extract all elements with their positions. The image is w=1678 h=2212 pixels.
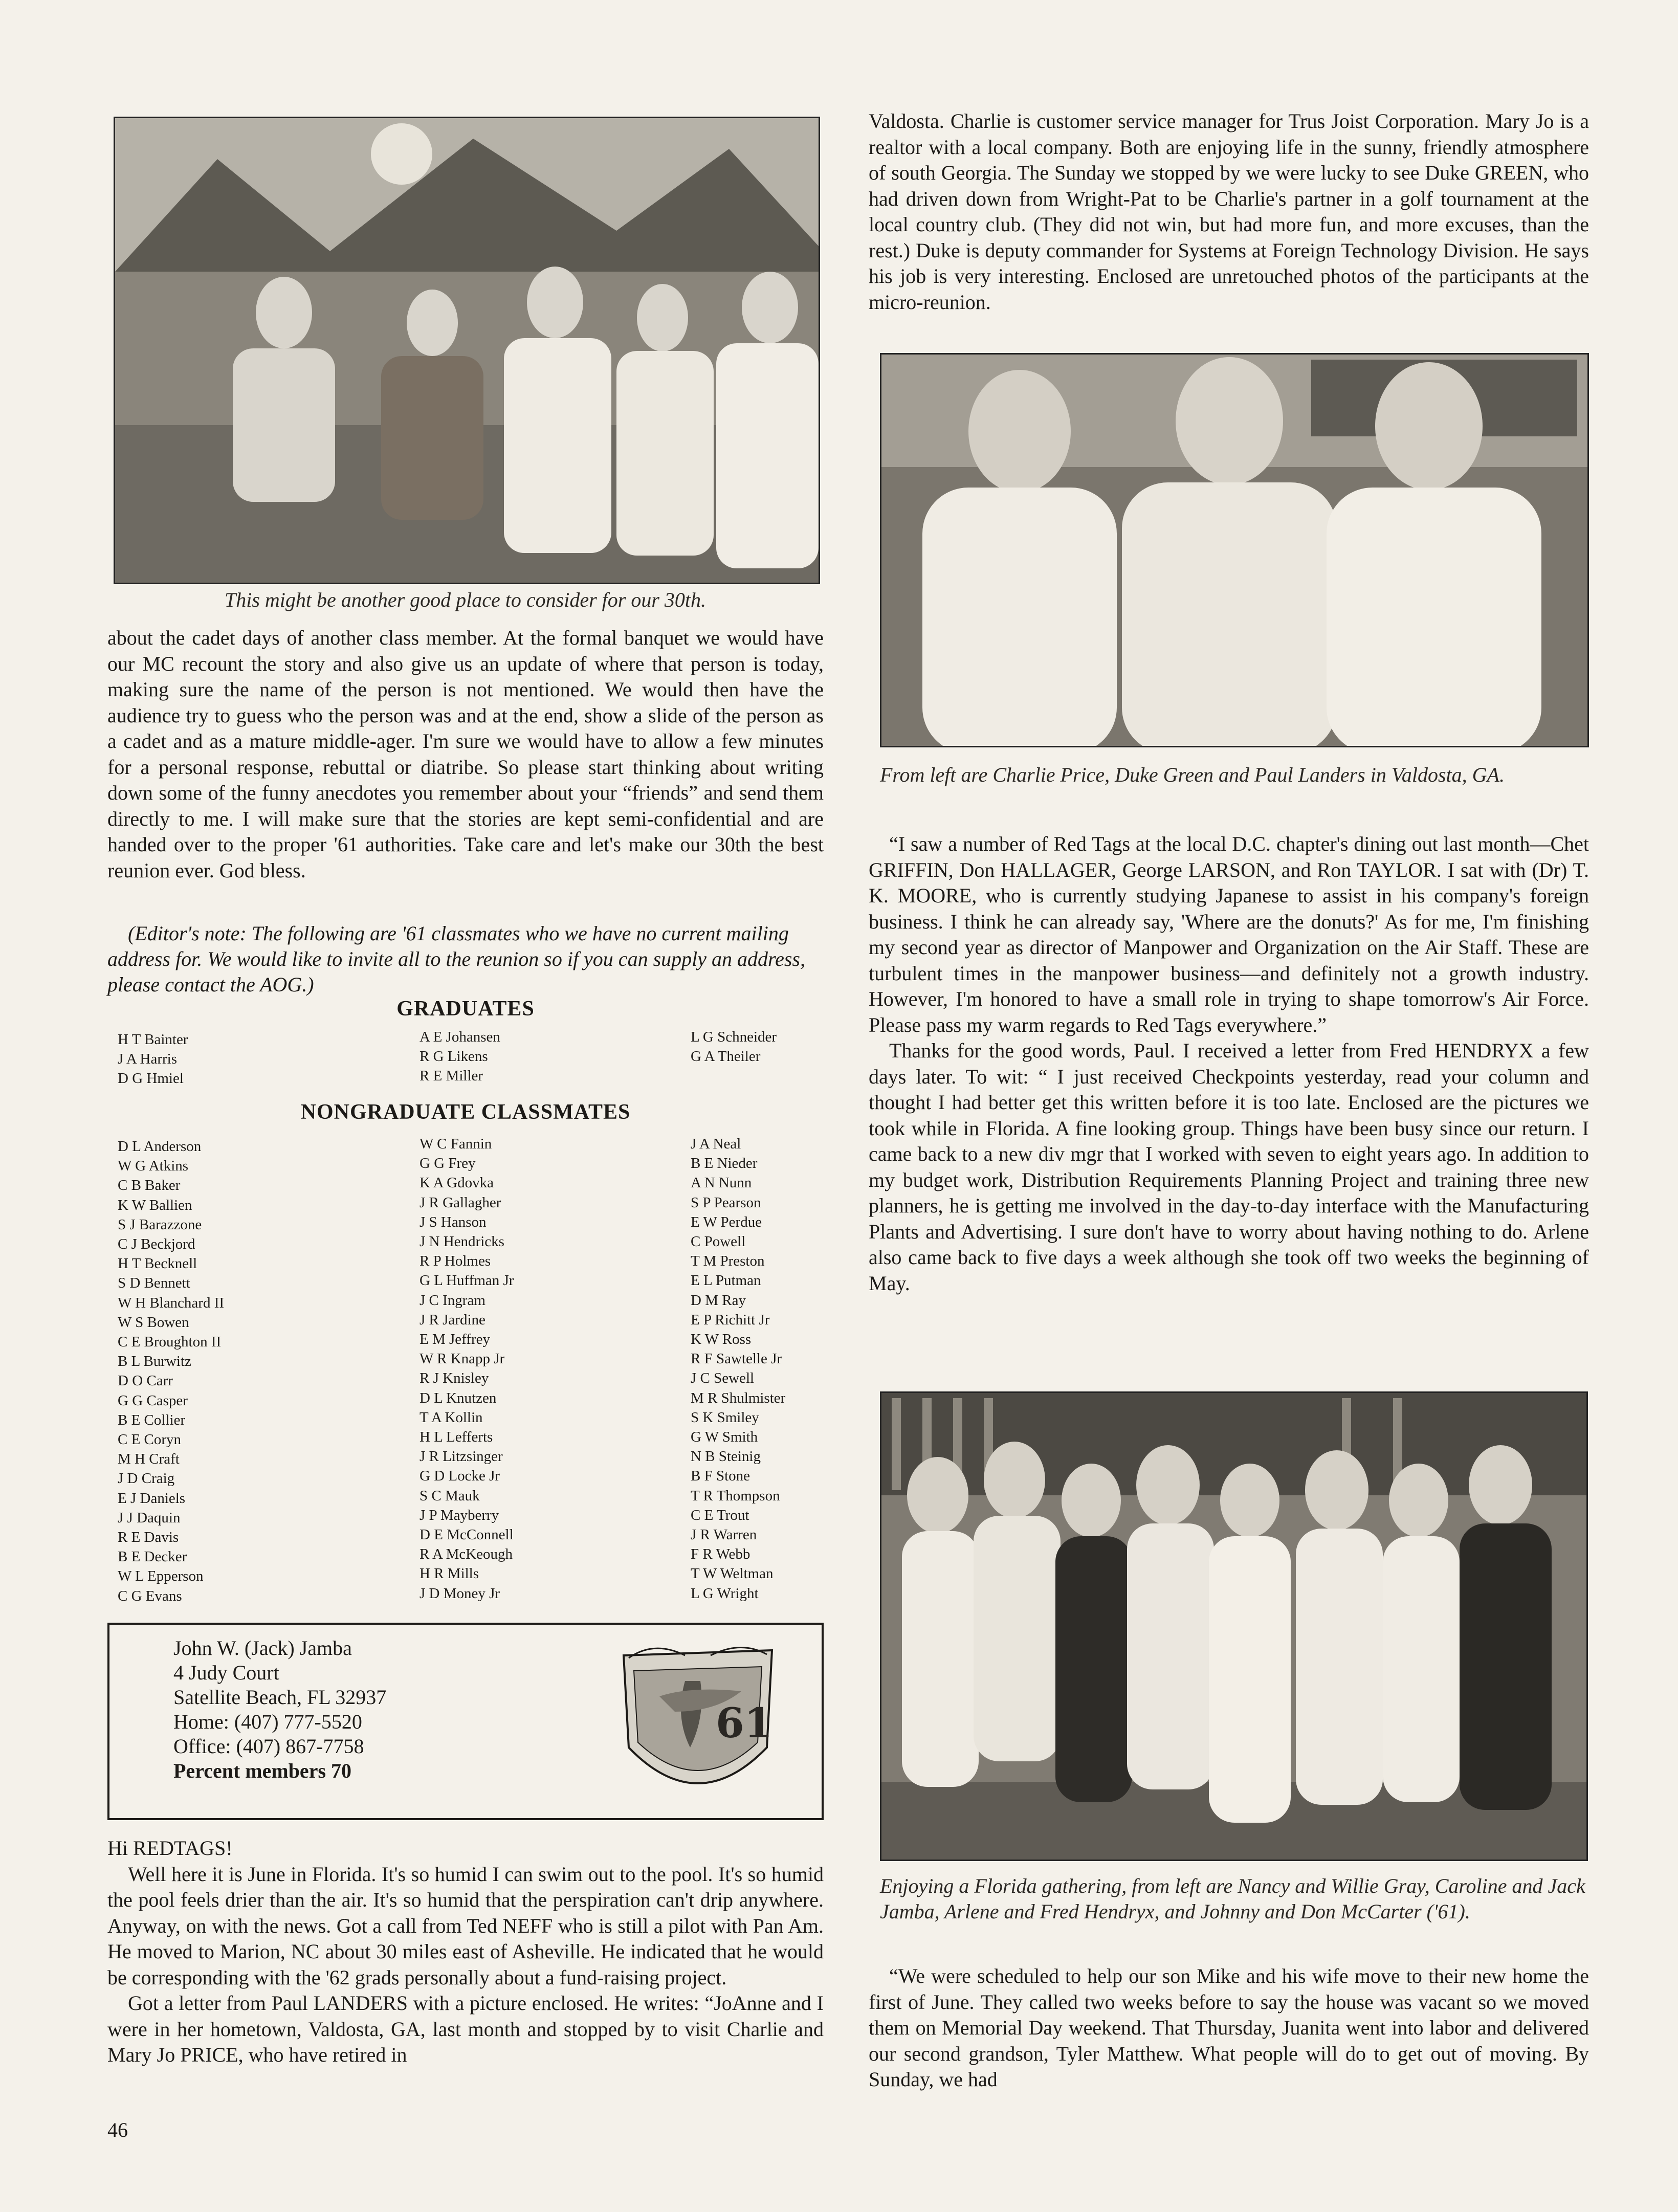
list-item: S P Pearson <box>691 1194 761 1211</box>
list-item: M H Craft <box>118 1451 180 1468</box>
list-item: K A Gdovka <box>420 1175 494 1191</box>
list-item: J R Jardine <box>420 1311 485 1328</box>
list-item: D M Ray <box>691 1292 746 1309</box>
list-item: T R Thompson <box>691 1487 780 1504</box>
list-item: R E Davis <box>118 1529 179 1546</box>
paragraph: Well here it is June in Florida. It's so humid I can swim out to the pool. It's so humid the pool feels drier than the air. It's so humid that the perspiration can't drip anywhere. Anyway, on with the news. Got a call from Ted NEFF who is still a pilot with Pan Am. He moved to Marion, NC about 30 miles east of Asheville. He indicated that he would be corresponding with the '62 grads personally about a fund-raising project. <box>107 1862 824 1989</box>
list-item: L G Wright <box>691 1585 759 1602</box>
right-column-top-text <box>869 108 1589 315</box>
list-item: T A Kollin <box>420 1409 483 1426</box>
graduates-column-1 <box>118 1030 188 1089</box>
graduates-column-2 <box>420 1027 500 1086</box>
nongraduates-column-1 <box>118 1137 224 1606</box>
list-item: N B Steinig <box>691 1448 761 1465</box>
left-column-text <box>107 625 824 883</box>
page-number: 46 <box>107 2118 128 2141</box>
list-item: J C Sewell <box>691 1370 755 1387</box>
contact-home-phone: Home: (407) 777-5520 <box>173 1710 362 1733</box>
svg-text:61: 61 <box>716 1699 773 1747</box>
list-item: J S Hanson <box>420 1213 487 1230</box>
nongraduates-heading: NONGRADUATE CLASSMATES <box>300 1100 631 1124</box>
list-item: H R Mills <box>420 1565 479 1582</box>
contact-name: John W. (Jack) Jamba <box>173 1636 352 1660</box>
greeting: Hi REDTAGS! <box>107 1837 233 1860</box>
nongraduates-column-3 <box>691 1134 785 1603</box>
list-item: D E McConnell <box>420 1527 514 1543</box>
paragraph: Got a letter from Paul LANDERS with a picture enclosed. He writes: “JoAnne and I were in her hometown, Valdosta, GA, last month and stopped by to visit Charlie and Mary Jo PRICE, who have retired in <box>107 1992 824 2066</box>
list-item: W G Atkins <box>118 1158 189 1175</box>
list-item: R A McKeough <box>420 1546 513 1563</box>
list-item: K W Ballien <box>118 1197 192 1213</box>
list-item: F R Webb <box>691 1546 750 1563</box>
list-item: A E Johansen <box>420 1029 500 1045</box>
list-item: C Powell <box>691 1233 746 1250</box>
list-item: B E Nieder <box>691 1155 758 1172</box>
list-item: R G Likens <box>420 1048 488 1065</box>
list-item: W H Blanchard II <box>118 1294 225 1311</box>
photo-group-of-five <box>114 117 820 584</box>
list-item: C E Coryn <box>118 1431 182 1448</box>
paragraph: about the cadet days of another class member. At the formal banquet we would have our MC recount the story and also give us an update of where that person is today, making sure the name of the person is not mentioned. We would then have the audience try to guess who the person was and at the end, show a slide of the person as a cadet and as a mature middle-ager. I'm sure we would have to allow a few minutes for a personal response, rebuttal or diatribe. So please start thinking about writing down some of the funny anecdotes you remember about your “friends” and send them directly to me. I will make sure that the stories are kept semi-confidential and are handed over to the proper '61 authorities. Take care and let's make our 30th the best reunion ever. God bless. <box>107 626 824 882</box>
list-item: R P Holmes <box>420 1253 491 1270</box>
contact-street: 4 Judy Court <box>173 1661 279 1684</box>
paragraph: “I saw a number of Red Tags at the local D.C. chapter's dining out last month—Chet GRIFFIN, Don HALLAGER, George LARSON, and Ron TAYLOR. I sat with (Dr) T. K. MOORE, who is currently studying Japanese to assist in his company's foreign business. I think he can already say, 'Where are the donuts?' As for me, I'm finishing my second year as director of Manpower and Organization on the Air Staff. These are turbulent times in the manpower business—and definitely not a growth industry. However, I'm honored to have a small role in trying to shape tomorrow's Air Force. Please pass my warm regards to Red Tags everywhere.” <box>869 832 1589 1036</box>
graduates-column-3 <box>691 1027 777 1066</box>
list-item: H L Lefferts <box>420 1429 493 1446</box>
list-item: B E Collier <box>118 1411 186 1428</box>
list-item: M R Shulmister <box>691 1389 786 1406</box>
contact-percent-members: Percent members 70 <box>173 1759 352 1782</box>
list-item: D O Carr <box>118 1373 173 1389</box>
list-item: W L Epperson <box>118 1568 204 1585</box>
list-item: G D Locke Jr <box>420 1468 500 1485</box>
list-item: J R Gallagher <box>420 1194 501 1211</box>
list-item: K W Ross <box>691 1331 752 1348</box>
contact-city: Satellite Beach, FL 32937 <box>173 1686 387 1709</box>
list-item: J D Craig <box>118 1470 175 1487</box>
list-item: A N Nunn <box>691 1175 752 1191</box>
list-item: T W Weltman <box>691 1565 774 1582</box>
list-item: C E Trout <box>691 1507 749 1523</box>
class-crest-icon <box>613 1635 782 1814</box>
list-item: B L Burwitz <box>118 1353 191 1370</box>
list-item: S D Bennett <box>118 1275 190 1292</box>
list-item: R F Sawtelle Jr <box>691 1351 782 1367</box>
list-item: C J Beckjord <box>118 1236 195 1253</box>
graduates-heading: GRADUATES <box>396 997 535 1021</box>
list-item: J N Hendricks <box>420 1233 504 1250</box>
list-item: E P Richitt Jr <box>691 1311 770 1328</box>
list-item: H T Becknell <box>118 1255 197 1272</box>
nongraduates-column-2 <box>420 1134 514 1603</box>
list-item: D G Hmiel <box>118 1070 184 1087</box>
photo-caption: This might be another good place to consider for our 30th. <box>224 588 706 611</box>
list-item: E L Putman <box>691 1272 761 1289</box>
right-column-bottom-text <box>869 1963 1589 2093</box>
photo-three-men-valdosta <box>880 353 1589 747</box>
list-item: J P Mayberry <box>420 1507 499 1523</box>
list-item: W R Knapp Jr <box>420 1351 505 1367</box>
contact-office-phone: Office: (407) 867-7758 <box>173 1735 364 1758</box>
list-item: J C Ingram <box>420 1292 485 1309</box>
list-item: R J Knisley <box>420 1370 489 1387</box>
list-item: C B Baker <box>118 1177 181 1194</box>
letter-text <box>107 1835 824 2068</box>
list-item: H T Bainter <box>118 1031 188 1048</box>
paragraph: Thanks for the good words, Paul. I received a letter from Fred HENDRYX a few days later. To wit: “ I just received Checkpoints yesterday, read your column and thought I had better get this written before it is too late. Enclosed are the pictures we took while in Florida. A fine looking group. Things have been busy since our return. I came back to a new div mgr that I worked with seven to eight years ago. In addition to my budget work, Distribution Requirements Planning Project and training three new planners, he is getting me involved in the day-to-day interface with the Manufacturing Plants and Advertising. I sure don't have to worry about having nothing to do. Arlene also came back to five days a week although she took off two weeks the beginning of May. <box>869 1039 1589 1295</box>
list-item: T M Preston <box>691 1253 765 1270</box>
list-item: W C Fannin <box>420 1136 492 1152</box>
editor-note: (Editor's note: The following are '61 classmates who we have no current mailing address for. We would like to invite all to the reunion so if you can supply an address, please contact the AOG.) <box>107 922 805 996</box>
list-item: W S Bowen <box>118 1314 189 1331</box>
list-item: G A Theiler <box>691 1048 761 1065</box>
list-item: D L Anderson <box>118 1138 202 1155</box>
list-item: R E Miller <box>420 1068 483 1085</box>
list-item: L G Schneider <box>691 1029 777 1045</box>
list-item: J R Litzsinger <box>420 1448 503 1465</box>
contact-lines <box>173 1636 386 1783</box>
list-item: E J Daniels <box>118 1490 186 1507</box>
photo-caption: From left are Charlie Price, Duke Green and Paul Landers in Valdosta, GA. <box>880 763 1505 786</box>
list-item: B E Decker <box>118 1549 187 1565</box>
photo-florida-gathering <box>880 1391 1588 1861</box>
right-column-middle-text <box>869 831 1589 1296</box>
paragraph: “We were scheduled to help our son Mike and his wife move to their new home the first of June. They called two weeks before to say the house was vacant so we moved them on Memorial Day weekend. That Thursday, Juanita went into labor and delivered our second grandson, Tyler Matthew. What people will do to get out of moving. By Sunday, we had <box>869 1964 1589 2091</box>
list-item: D L Knutzen <box>420 1389 497 1406</box>
list-item: J J Daquin <box>118 1509 181 1526</box>
list-item: E W Perdue <box>691 1213 762 1230</box>
list-item: S K Smiley <box>691 1409 759 1426</box>
list-item: G L Huffman Jr <box>420 1272 514 1289</box>
list-item: C E Broughton II <box>118 1334 222 1351</box>
contact-box <box>107 1623 824 1820</box>
list-item: S J Barazzone <box>118 1216 202 1233</box>
list-item: G G Casper <box>118 1392 188 1409</box>
list-item: B F Stone <box>691 1468 750 1485</box>
list-item: J D Money Jr <box>420 1585 500 1602</box>
list-item: E M Jeffrey <box>420 1331 490 1348</box>
list-item: G G Frey <box>420 1155 476 1172</box>
list-item: S C Mauk <box>420 1487 480 1504</box>
photo-caption: Enjoying a Florida gathering, from left are Nancy and Willie Gray, Caroline and Jack Jamba, Arlene and Fred Hendryx, and Johnny and Don McCarter ('61). <box>880 1874 1585 1923</box>
list-item: C G Evans <box>118 1587 182 1604</box>
list-item: J R Warren <box>691 1527 757 1543</box>
paragraph: Valdosta. Charlie is customer service manager for Trus Joist Corporation. Mary Jo is a realtor with a local company. Both are enjoying life in the sunny, friendly atmosphere of south Georgia. The Sunday we stopped by we were lucky to see Duke GREEN, who had driven down from Wright-Pat to be Charlie's partner in a golf tournament at the local country club. (They did not win, but had more fun, and more excuses, than the rest.) Duke is deputy commander for Systems at Foreign Technology Division. He says his job is very interesting. Enclosed are unretouched photos of the participants at the micro-reunion. <box>869 109 1589 314</box>
list-item: J A Harris <box>118 1051 177 1068</box>
list-item: J A Neal <box>691 1136 741 1152</box>
list-item: G W Smith <box>691 1429 758 1446</box>
